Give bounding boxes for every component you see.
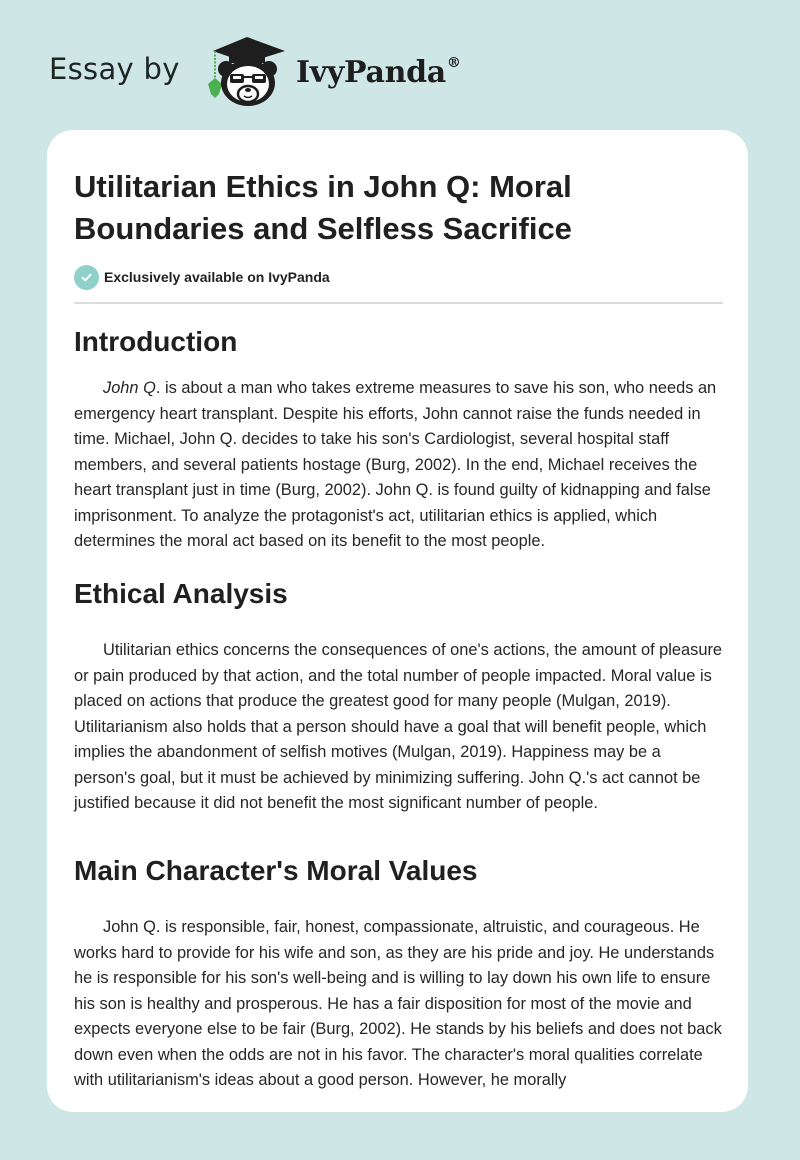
- film-title-italic: John Q: [103, 379, 156, 397]
- section-paragraph-main-character: John Q. is responsible, fair, honest, compassionate, altruistic, and courageous. He works hard to provide for his wife and son, as they are his pride and joy. He understands he is responsible for his son's well-being and is willing to lay down his own life to ensure his son is healthy and prosperous. He has a fair disposition for most of the movie and expects everyone else to be fair (Burg, 2002). He stands by his beliefs and does not back down even when the odds are not in his favor. The character's moral qualities correlate with utilitarianism's ideas about a good person. However, he morally: [74, 918, 722, 1089]
- section-heading-main-character: Main Character's Moral Values: [74, 855, 478, 886]
- section-heading-introduction: Introduction: [74, 326, 238, 357]
- essay-by-label: Essay by: [49, 52, 180, 86]
- paragraph-text: . is about a man who takes extreme measures to save his son, who needs an emergency heart transplant. Despite his efforts, John cannot raise the funds needed in time. Michael, John Q. decides to take his son's Cardiologist, several hospital staff members, and several patients hostage (Burg, 2002). In the end, Michael receives the heart transplant just in time (Burg, 2002). John Q. is found guilty of kidnapping and false imprisonment. To analyze the protagonist's act, utilitarian ethics is applied, which determines the moral act based on its benefit to the most people.: [74, 379, 717, 550]
- section-paragraph-introduction: [74, 376, 724, 555]
- site-header: [0, 0, 800, 120]
- essay-card: [47, 130, 748, 1112]
- section-heading-ethical-analysis: Ethical Analysis: [74, 578, 288, 609]
- registered-mark: ®: [446, 55, 461, 71]
- divider: [74, 302, 723, 304]
- check-circle-icon: [74, 265, 99, 290]
- ivypanda-brand[interactable]: [296, 55, 461, 90]
- panda-graduation-cap-icon[interactable]: [203, 36, 291, 108]
- page-title: Utilitarian Ethics in John Q: Moral Boundaries and Selfless Sacrifice: [74, 169, 572, 246]
- exclusive-text: Exclusively available on IvyPanda: [104, 269, 330, 285]
- brand-name: IvyPanda: [296, 55, 446, 90]
- exclusive-badge: [74, 264, 330, 290]
- section-paragraph-ethical-analysis: Utilitarian ethics concerns the consequences of one's actions, the amount of pleasure or pain produced by that action, and the total number of people impacted. Moral value is placed on actions that produce the greatest good for many people (Mulgan, 2019). Utilitarianism also holds that a person should have a goal that will benefit people, which implies the abandonment of selfish motives (Mulgan, 2019). Happiness may be a person's goal, but it must be achieved by minimizing suffering. John Q.'s act cannot be justified because it did not benefit the most significant number of people.: [74, 641, 723, 812]
